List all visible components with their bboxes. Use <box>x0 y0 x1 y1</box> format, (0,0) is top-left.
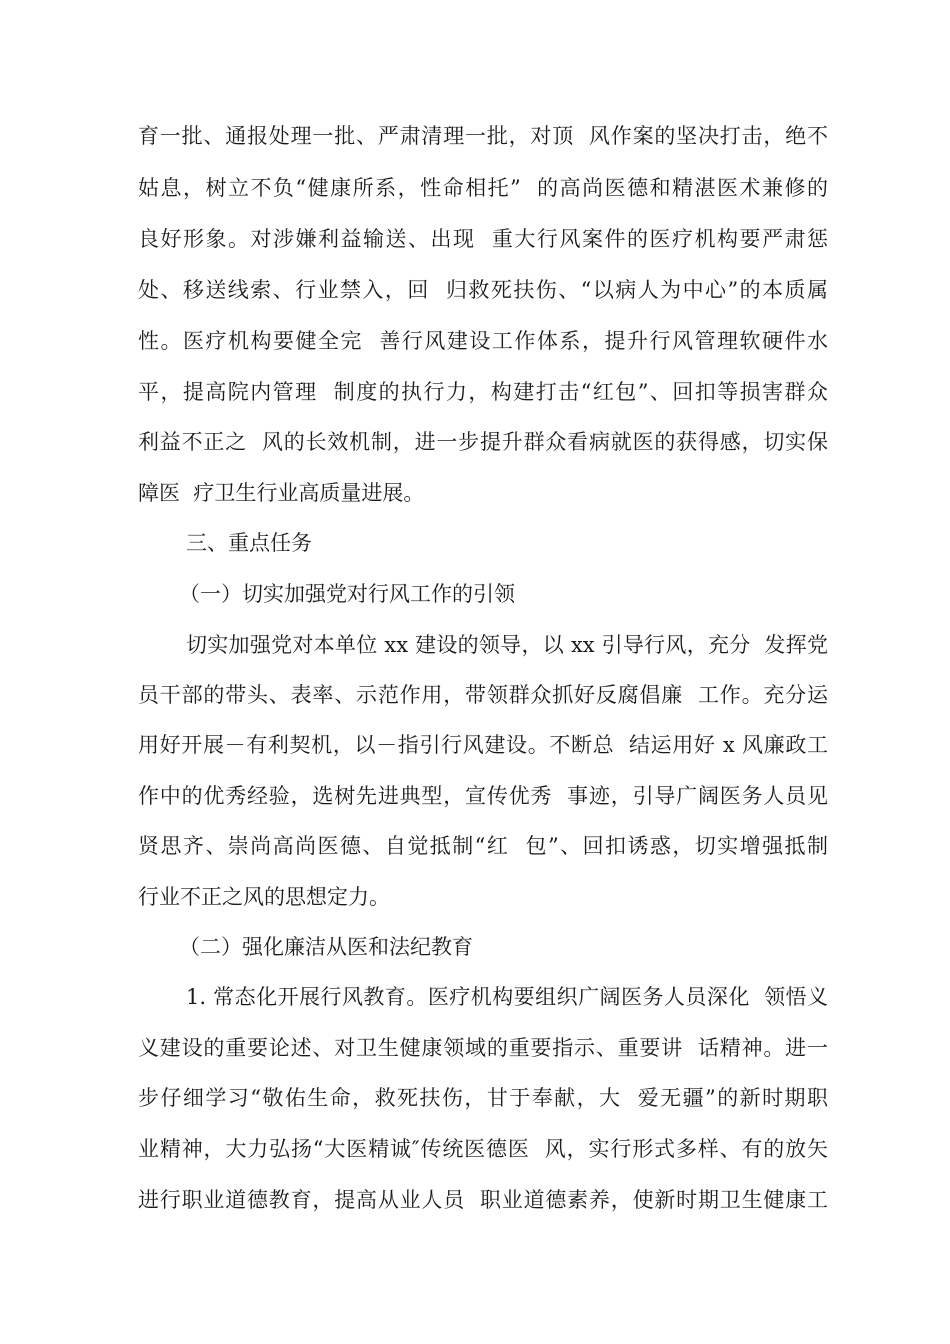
paragraph-line: 1. 常态化开展行风教育。医疗机构要组织广阔医务人员深化 领悟义 <box>186 985 828 1009</box>
paragraph-line: 障医 疗卫生行业高质量进展。 <box>138 481 425 505</box>
paragraph-line: 切实加强党对本单位 xx 建设的领导，以 xx 引导行风，充分 发挥党 <box>186 633 828 657</box>
paragraph-line: 处、移送线索、行业禁入，回 归救死扶伤、“以病人为中心”的本质属 <box>138 278 828 302</box>
paragraph-line: 良好形象。对涉嫌利益输送、出现 重大行风案件的医疗机构要严肃惩 <box>138 227 828 251</box>
paragraph-line: 员干部的带头、表率、示范作用，带领群众抓好反腐倡廉 工作。充分运 <box>138 683 828 707</box>
paragraph-line: 贤思齐、崇尚高尚医德、自觉抵制“红 包”、回扣诱惑，切实增强抵制 <box>138 834 828 858</box>
paragraph-line: 步仔细学习“敬佑生命，救死扶伤，甘于奉献，大 爱无疆”的新时期职 <box>138 1086 828 1110</box>
paragraph-line: 利益不正之 风的长效机制，进一步提升群众看病就医的获得感，切实保 <box>138 430 828 454</box>
paragraph-line: 作中的优秀经验，选树先进典型，宣传优秀 事迹，引导广阔医务人员见 <box>138 784 828 808</box>
paragraph-line: 平，提高院内管理 制度的执行力，构建打击“红包”、回扣等损害群众 <box>138 380 828 404</box>
subsection-1-heading: （一）切实加强党对行风工作的引领 <box>179 582 515 606</box>
paragraph-line: 业精神，大力弘扬“大医精诚″传统医德医 风，实行形式多样、有的放矢 <box>138 1137 828 1161</box>
section-3-heading: 三、重点任务 <box>186 531 312 555</box>
paragraph-line: 育一批、通报处理一批、严肃清理一批，对顶 风作案的坚决打击，绝不 <box>138 124 828 148</box>
paragraph-line: 进行职业道德教育，提高从业人员 职业道德素养，使新时期卫生健康工 <box>138 1188 828 1212</box>
paragraph-line: 义建设的重要论述、对卫生健康领域的重要指示、重要讲 话精神。进一 <box>138 1036 828 1060</box>
paragraph-line: 姑息，树立不负“健康所系，性命相托” 的高尚医德和精湛医术兼修的 <box>138 176 828 200</box>
paragraph-line: 用好开展－有利契机，以－指引行风建设。不断总 结运用好 x 风廉政工 <box>138 733 828 757</box>
paragraph-line: 性。医疗机构要健全完 善行风建设工作体系，提升行风管理软硬件水 <box>138 329 828 353</box>
subsection-2-heading: （二）强化廉洁从医和法纪教育 <box>179 935 473 959</box>
paragraph-line: 行业不正之风的思想定力。 <box>138 885 390 909</box>
